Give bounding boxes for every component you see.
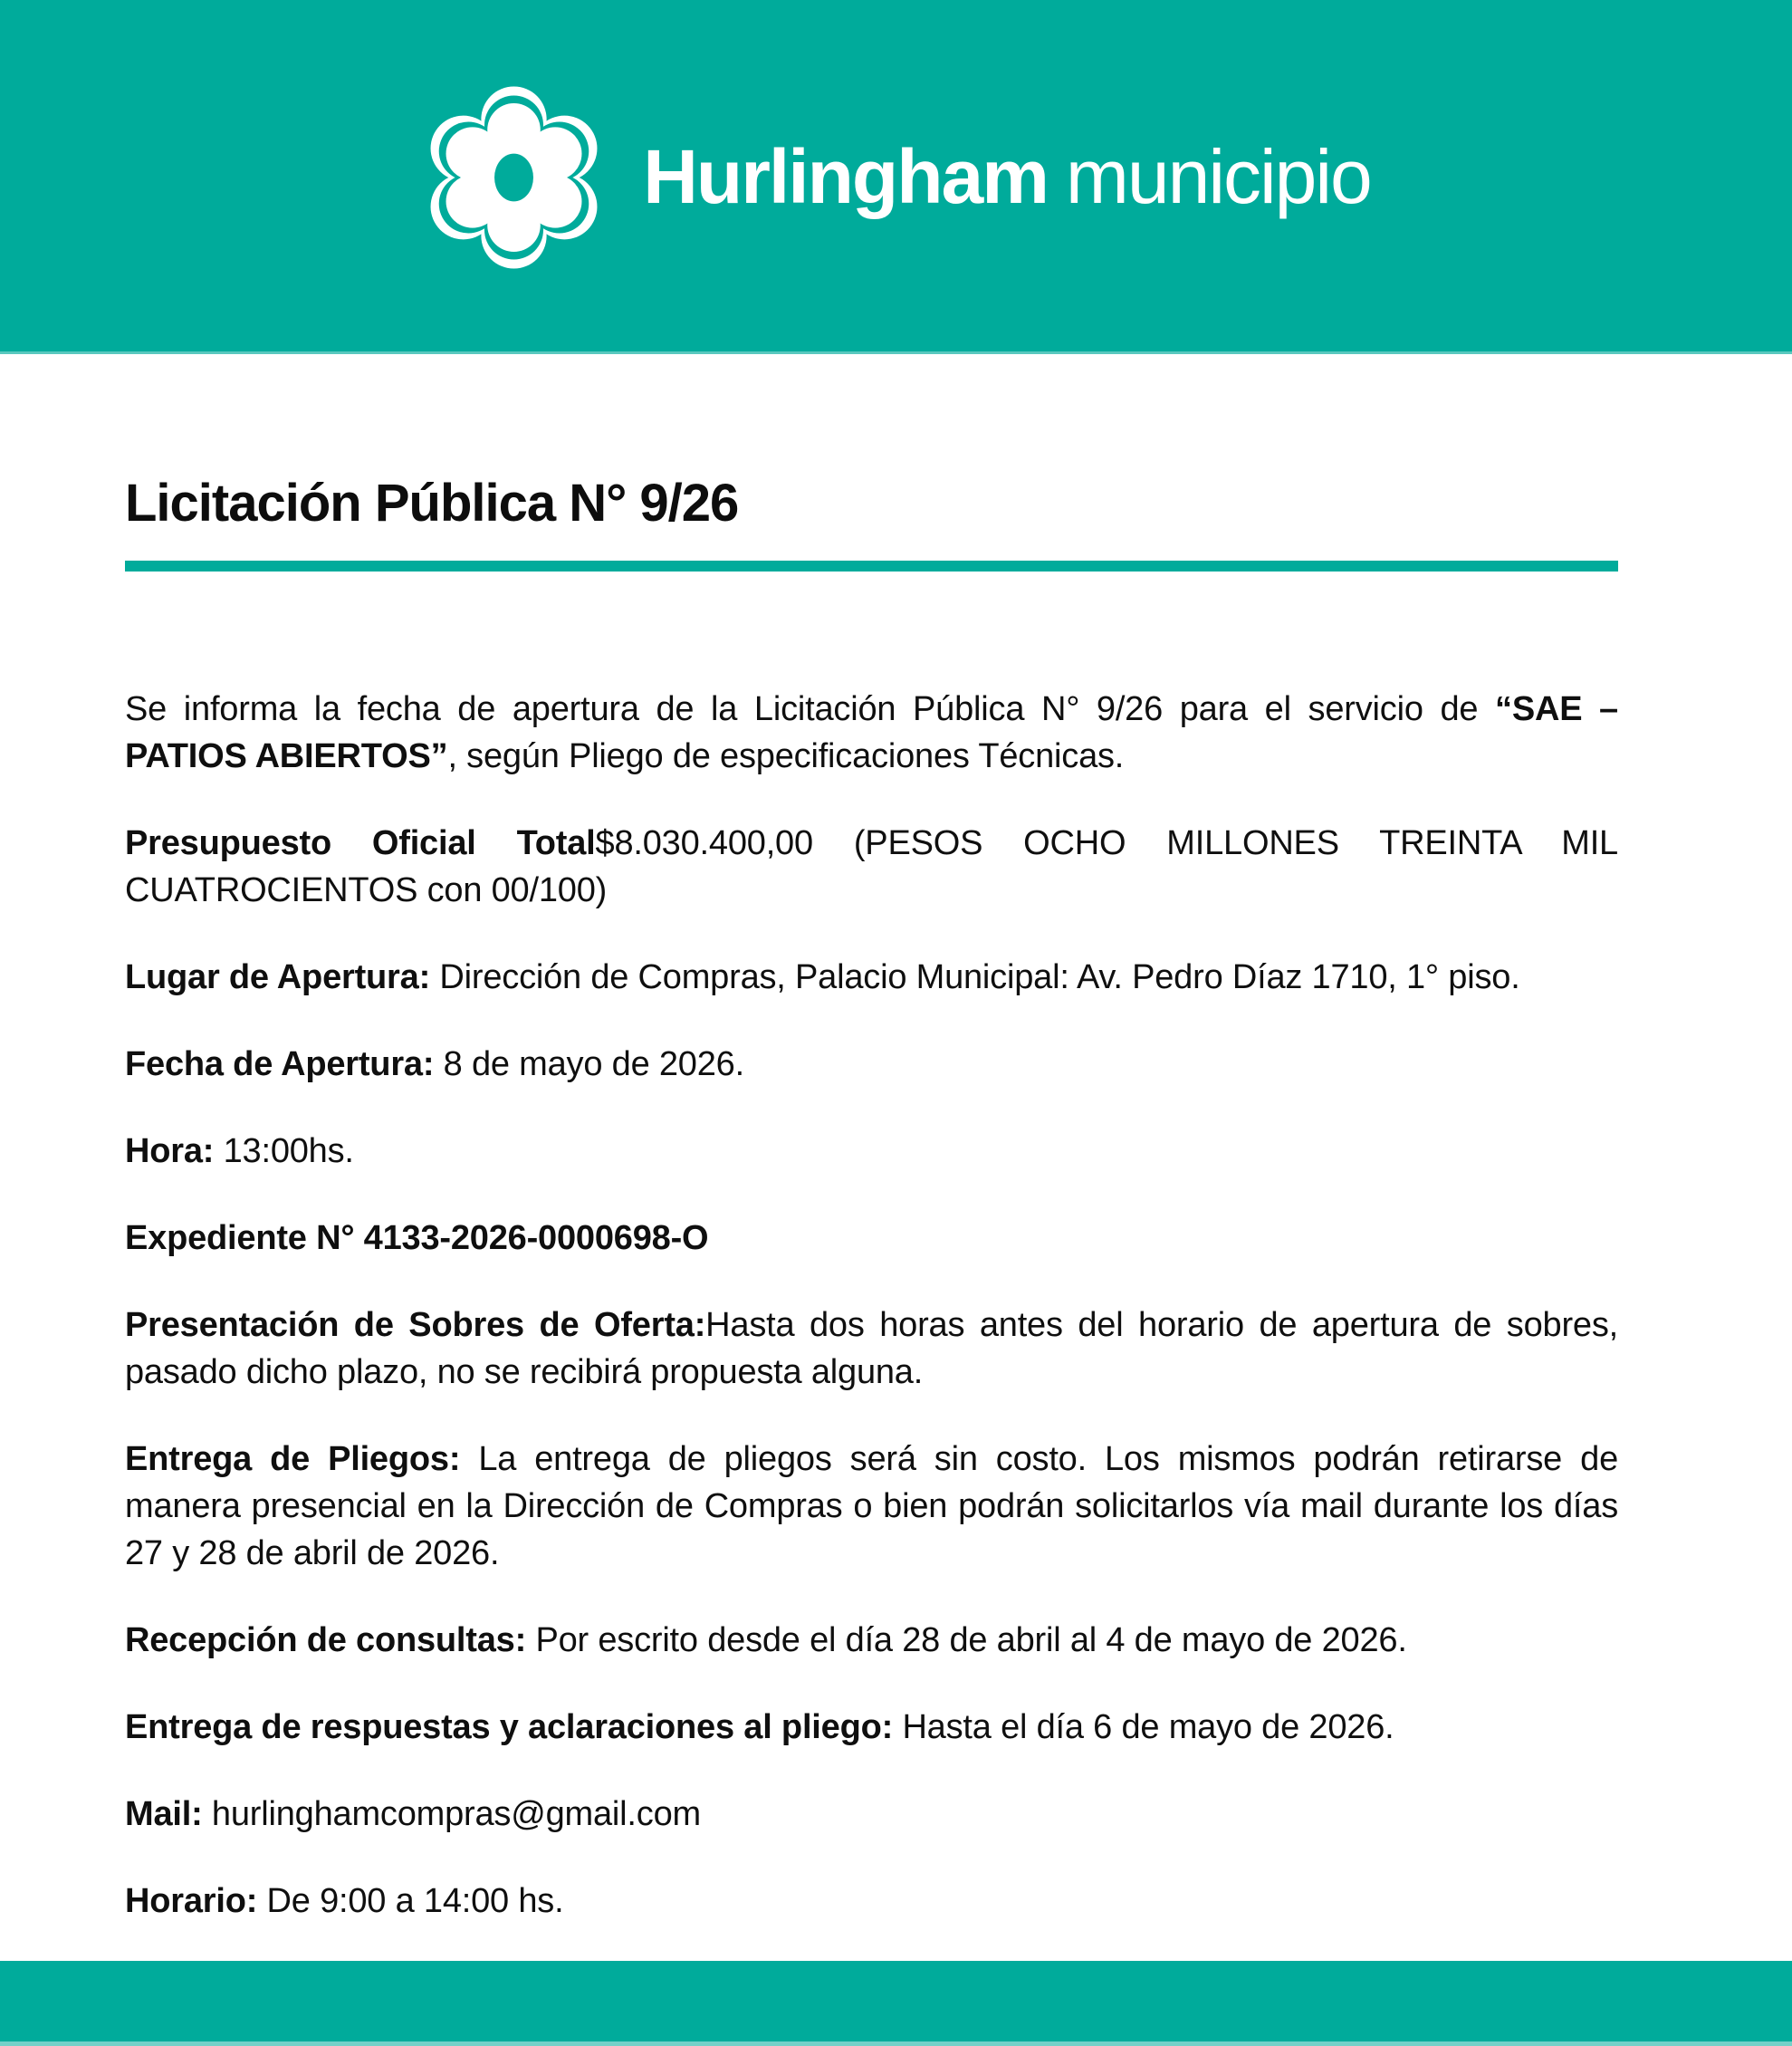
paragraph xyxy=(125,1215,1618,1262)
paragraph-text: $8.030.400,00 (PESOS OCHO MILLONES TREINTA MIL CUATROCIENTOS con 00/100) xyxy=(125,824,1618,909)
paragraph xyxy=(125,1128,1618,1175)
paragraph-text: hurlinghamcompras@gmail.com xyxy=(211,1795,701,1833)
paragraph-text: La entrega de pliegos será sin costo. Los mismos podrán retirarse de manera presencial en la Dirección de Compras o bien podrán solicitarlos vía mail durante los días 27 y 28 de abril de 2026. xyxy=(125,1440,1618,1572)
paragraph-text: De 9:00 a 14:00 hs. xyxy=(266,1882,564,1920)
paragraph-label: Mail: xyxy=(125,1795,212,1833)
paragraph-text: Se informa la fecha de apertura de la Licitación Pública N° 9/26 para el servicio de xyxy=(125,690,1496,728)
document-body xyxy=(0,472,1792,1925)
page-title: Licitación Pública N° 9/26 xyxy=(125,474,739,533)
paragraph xyxy=(125,1704,1618,1751)
paragraph-label: Horario: xyxy=(125,1882,267,1920)
paragraph-text: 8 de mayo de 2026. xyxy=(443,1045,744,1083)
paragraph xyxy=(125,686,1618,780)
municipality-logotype xyxy=(643,133,1371,221)
paragraph-text: 13:00hs. xyxy=(223,1132,354,1170)
paragraph-label: Entrega de Pliegos: xyxy=(125,1440,479,1478)
paragraph-text: Hasta el día 6 de mayo de 2026. xyxy=(902,1708,1394,1746)
paragraph-label: Entrega de respuestas y aclaraciones al pliego: xyxy=(125,1708,903,1746)
paragraph xyxy=(125,954,1618,1001)
paragraph xyxy=(125,1617,1618,1664)
header-banner xyxy=(0,0,1792,354)
footer-banner xyxy=(0,1961,1792,2046)
paragraph-label: Lugar de Apertura: xyxy=(125,958,440,996)
paragraph xyxy=(125,1302,1618,1396)
title-divider xyxy=(125,561,1618,572)
paragraph-label: Recepción de consultas: xyxy=(125,1621,536,1659)
paragraph xyxy=(125,1791,1618,1838)
paragraph-label: Hora: xyxy=(125,1132,224,1170)
paragraph-label: “SAE – PATIOS ABIERTOS” xyxy=(125,690,1618,775)
logo-name-bold: Hurlingham xyxy=(643,134,1048,219)
paragraph xyxy=(125,1878,1618,1925)
body-paragraphs xyxy=(125,686,1618,1925)
paragraph-label: Presentación de Sobres de Oferta: xyxy=(125,1306,706,1344)
paragraph xyxy=(125,1436,1618,1577)
paragraph xyxy=(125,1041,1618,1088)
paragraph-text: Por escrito desde el día 28 de abril al 4 de mayo de 2026. xyxy=(535,1621,1407,1659)
paragraph-text: , según Pliego de especificaciones Técnicas. xyxy=(447,737,1125,775)
paragraph-label: Presupuesto Oficial Total xyxy=(125,824,596,862)
paragraph-label: Fecha de Apertura: xyxy=(125,1045,444,1083)
paragraph-text: Dirección de Compras, Palacio Municipal: Av. Pedro Díaz 1710, 1° piso. xyxy=(439,958,1520,996)
paragraph-label: Expediente N° 4133-2026-0000698-O xyxy=(125,1219,709,1257)
logo-name-light: municipio xyxy=(1065,134,1371,219)
paragraph xyxy=(125,820,1618,914)
paragraph-text: Hasta dos horas antes del horario de apertura de sobres, pasado dicho plazo, no se recibirá propuesta alguna. xyxy=(125,1306,1618,1391)
flower-icon xyxy=(421,79,607,276)
